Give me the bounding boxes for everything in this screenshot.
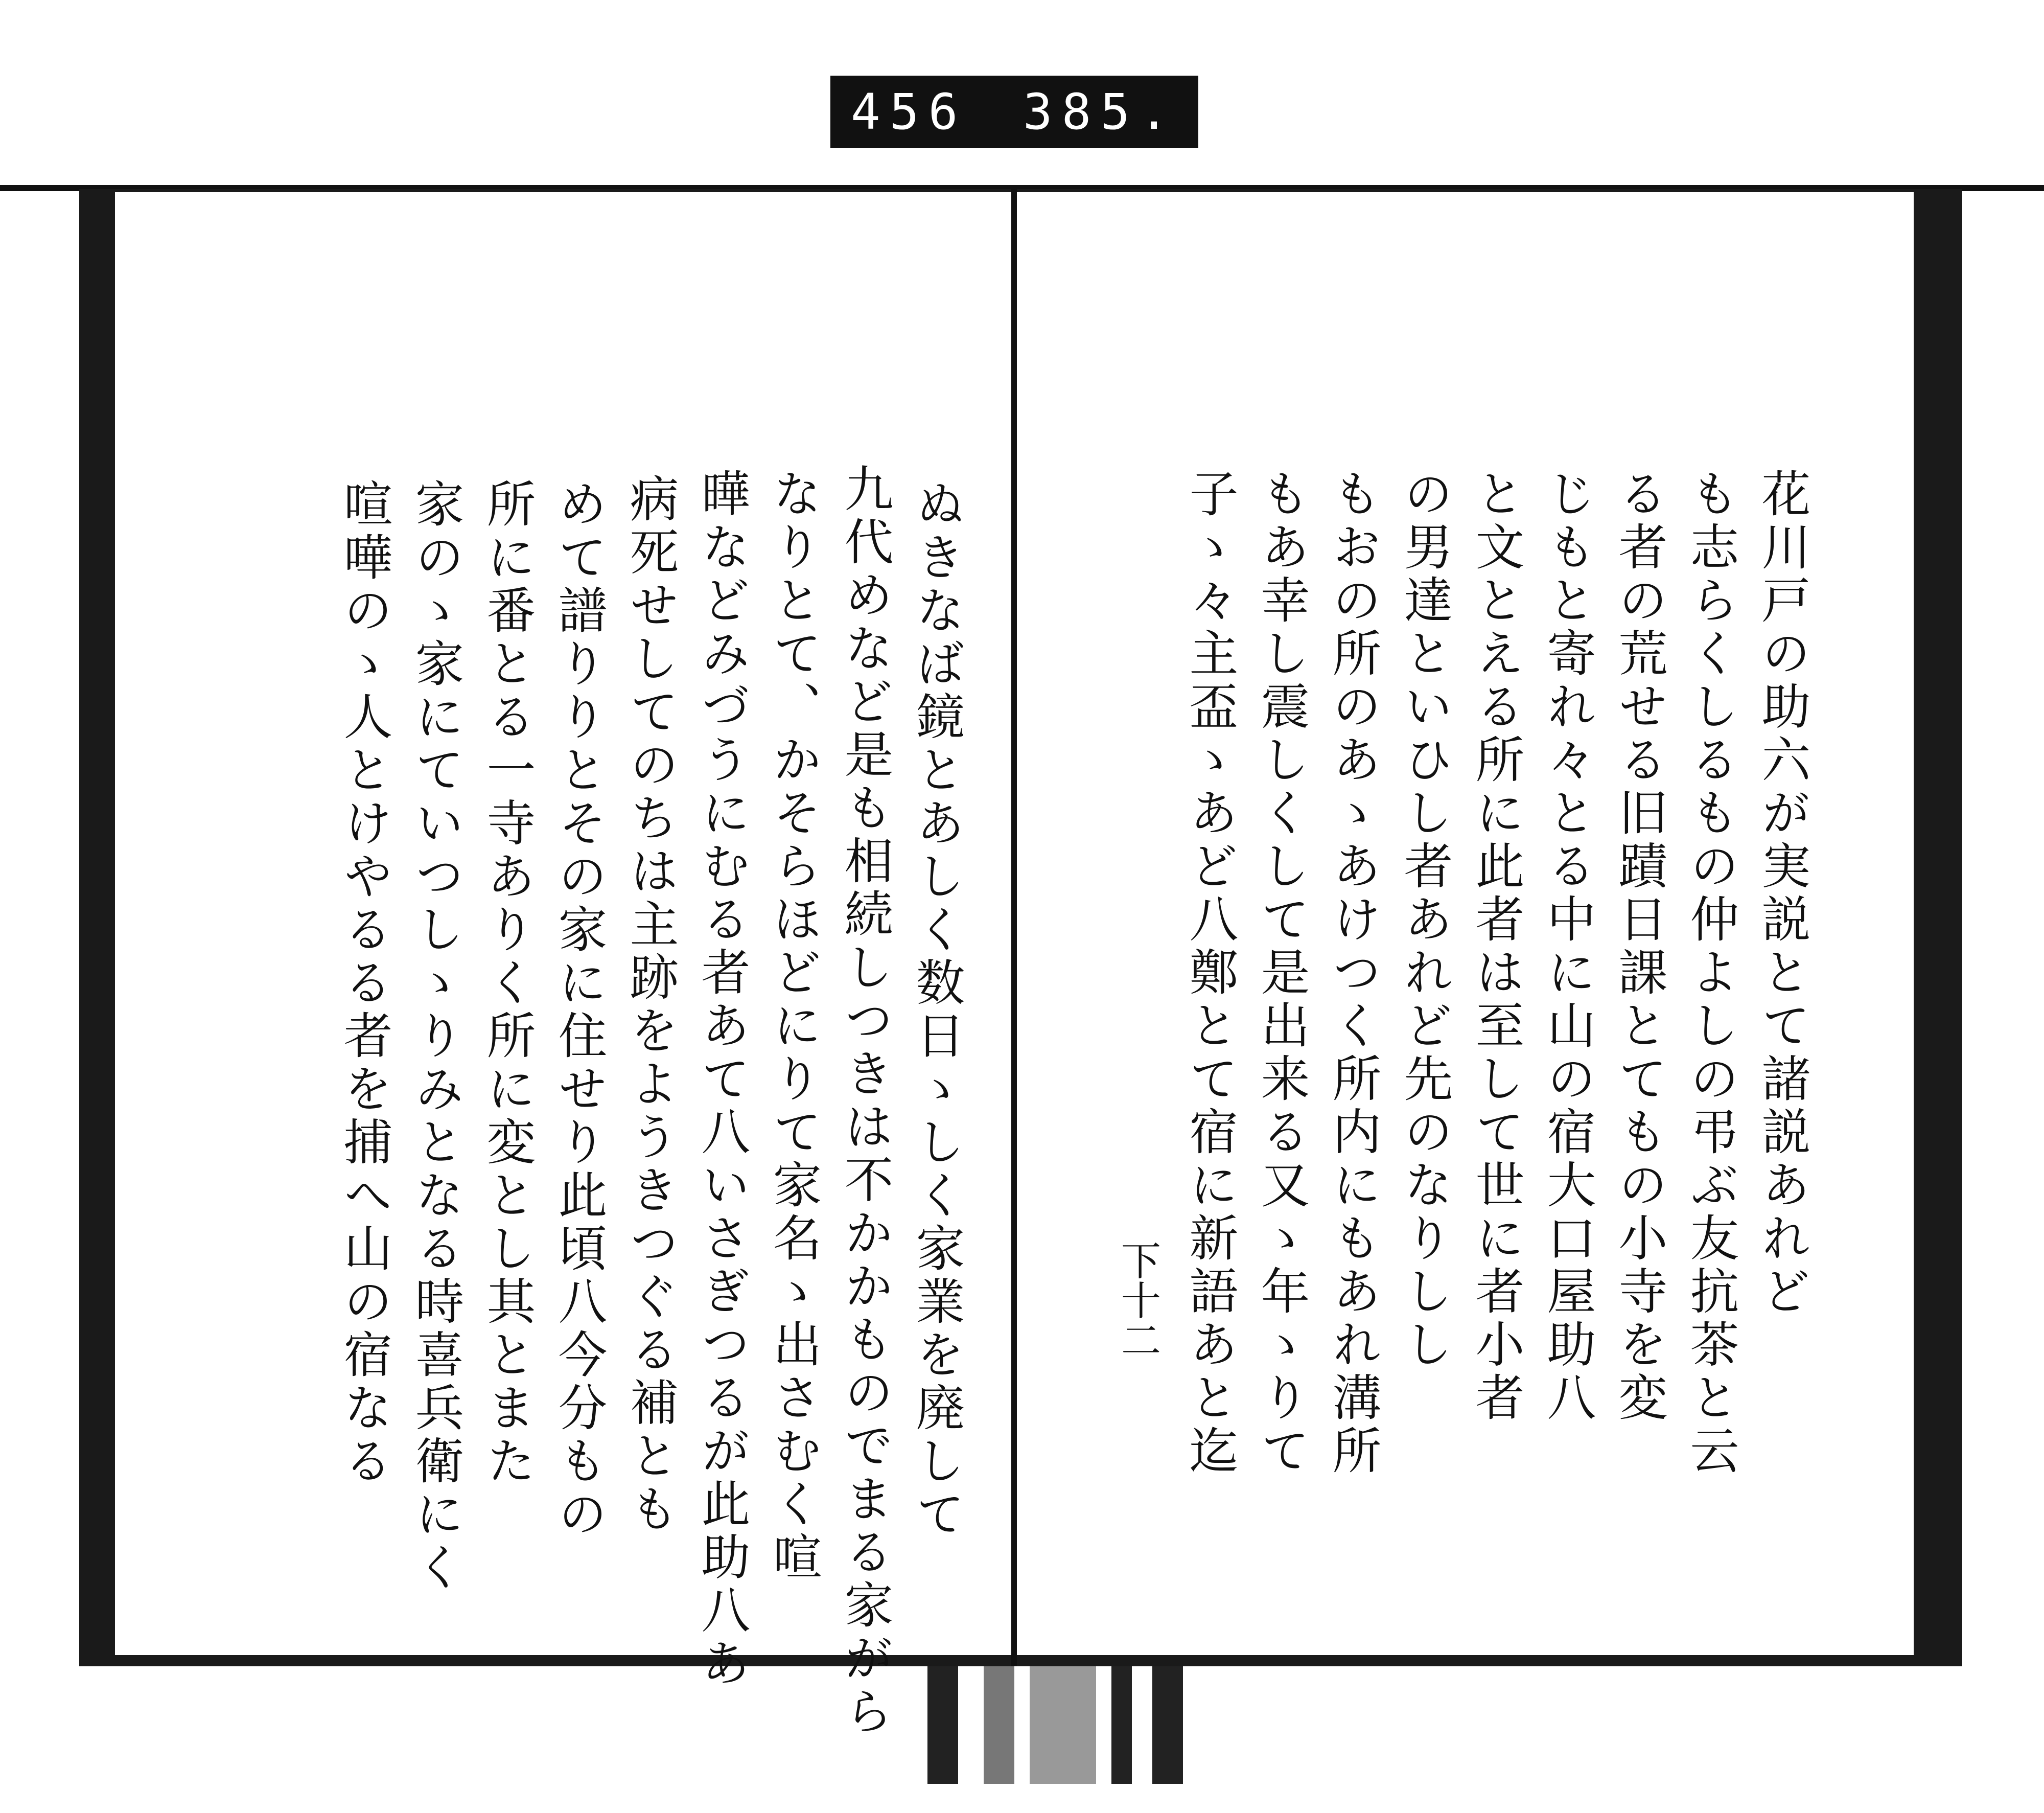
left-page-column-7: 所に番とる一寺ありく所に変とし其とまた [479,478,536,1488]
left-page-column-3: なりとて、かそらほどにりて家名ゝ出さむく喧 [765,468,822,1585]
left-page-column-4: 曄などみづうにむる者あて八いさぎつるが此助八あ [693,468,751,1691]
spine-bar [927,1666,958,1784]
left-page-column-6: めて譜りりとその家に住せり此頃八今分もの [550,478,608,1542]
right-page-column-4: じもと寄れ々とる中に山の宿大口屋助八 [1539,468,1596,1425]
right-page-column-6: の男達といひし者あれど先のなりしし [1396,468,1453,1372]
right-page-column-7: もおの所のあゝあけつく所内にもあれ溝所 [1325,468,1382,1478]
spine-bar [984,1666,1014,1784]
right-page-column-8: もあ幸し震しくして是出来る又ゝ年ゝりて [1253,468,1310,1478]
folio-number: 下十二 [1114,1240,1160,1360]
right-page-column-5: と文とえる所に此者は至して世に者小者 [1468,468,1525,1425]
spine-bar [1111,1666,1132,1784]
left-page-column-9: 喧嘩のゝ人とけやるる者を捕へ山の宿なる [336,478,393,1488]
right-page-column-2: も志らくしるもの仲よしの弔ぶ友抗茶と云 [1682,468,1739,1478]
spine-bar [1030,1666,1096,1784]
right-page-column-1: 花川戸の助六が実説とて諸説あれど [1754,468,1811,1319]
archive-label [830,76,1198,148]
right-page-column-3: る者の荒せる旧蹟日課とてもの小寺を変 [1611,468,1668,1425]
left-page-column-2: 九代めなど是も相続しつきは不かかものでまる家がら [837,463,894,1739]
spine-bottom [927,1666,1193,1784]
left-page-column-5: 病死せしてのちは主跡をようきつぐる補とも [622,473,679,1536]
book [79,189,1962,1739]
left-page [79,189,1014,1739]
right-page-column-9: 子ゝ々主盃ゝあど八鄭とて宿に新語あと迄 [1181,468,1239,1478]
right-page [1017,189,1962,1666]
archive-number-left: 456 [851,83,967,141]
left-page-column-1: ぬきなば鏡とあしく数日ゝしく家業を廃して [908,478,965,1542]
archive-number-right: 385. [1023,83,1178,141]
left-page-column-8: 家のゝ家にていつしゝりみとなる時喜兵衛にく [407,478,464,1595]
spine-bar [1152,1666,1183,1784]
